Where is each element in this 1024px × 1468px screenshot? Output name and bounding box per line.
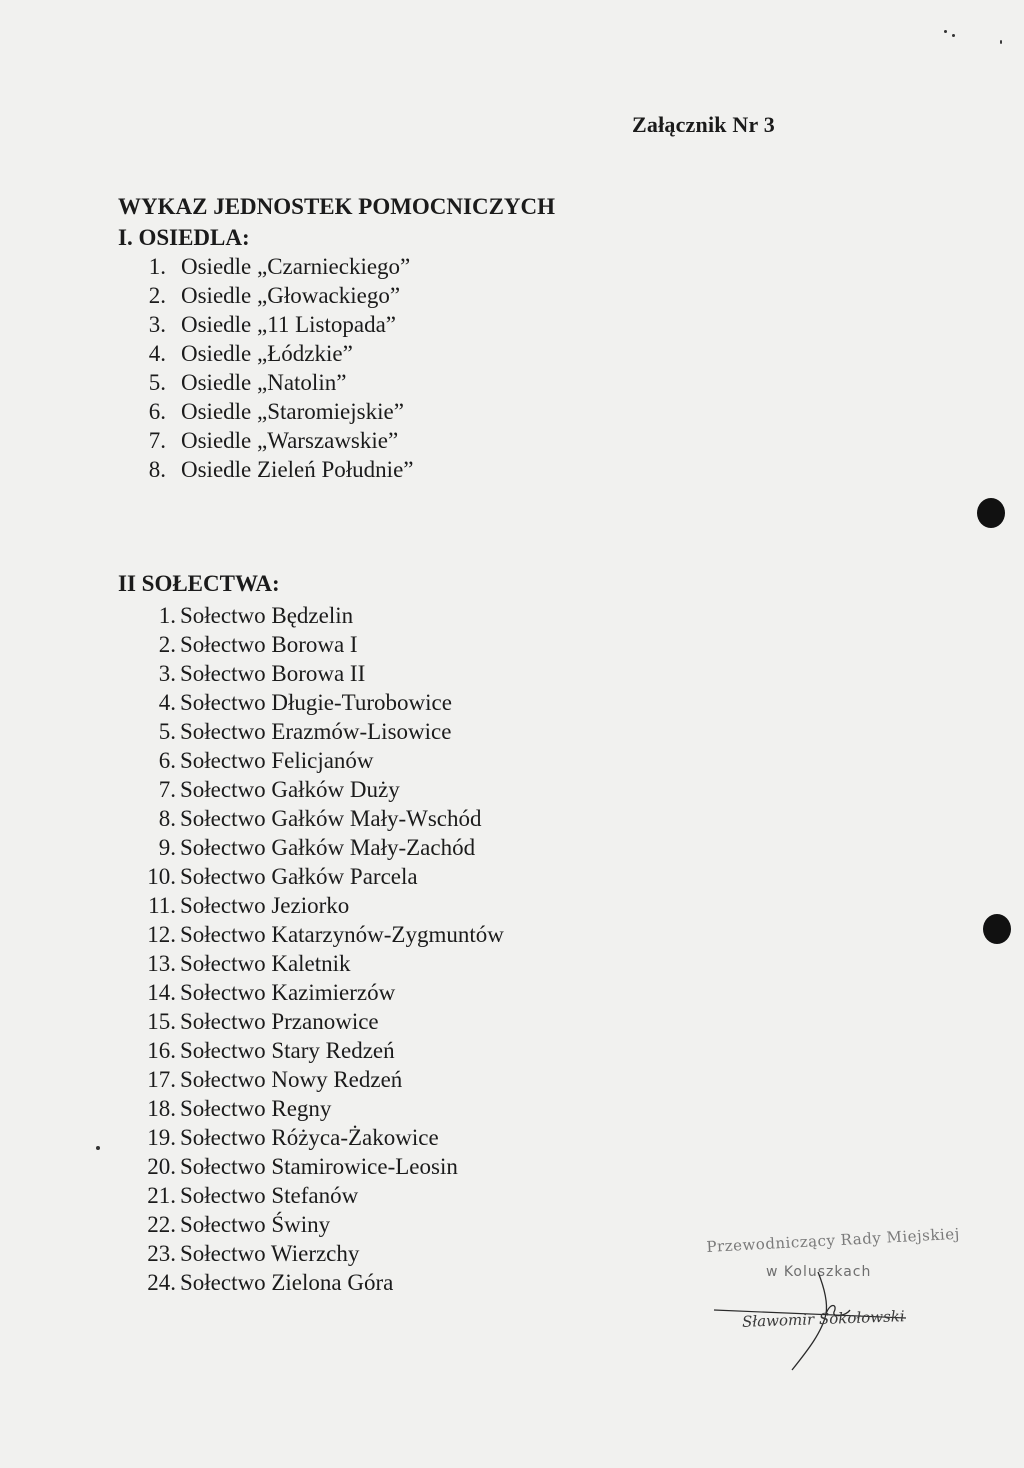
section-heading-solectwa: II SOŁECTWA: (118, 571, 280, 596)
list-item-label: Sołectwo Będzelin (180, 603, 354, 628)
list-item-number: 6. (148, 399, 166, 424)
list-item-label: Osiedle „Czarnieckiego” (181, 254, 411, 279)
list-item-label: Sołectwo Różyca-Żakowice (180, 1125, 439, 1150)
list-item-number: 14. (147, 980, 176, 1005)
list-item-label: Osiedle „Warszawskie” (181, 428, 399, 453)
list-item-label: Sołectwo Borowa II (180, 661, 366, 686)
stamp-title: Przewodniczący Rady Miejskiej (706, 1224, 961, 1256)
list-item-label: Sołectwo Felicjanów (180, 748, 374, 773)
scan-speck (944, 30, 947, 33)
list-item-number: 20. (147, 1154, 176, 1179)
scan-speck (96, 1146, 100, 1150)
annex-label: Załącznik Nr 3 (632, 112, 775, 137)
list-item-number: 10. (147, 864, 176, 889)
list-item-label: Sołectwo Gałków Mały-Zachód (180, 835, 476, 860)
punch-hole (977, 498, 1005, 528)
list-item-number: 7. (158, 777, 176, 802)
list-item-number: 8. (158, 806, 176, 831)
list-item-label: Sołectwo Katarzynów-Zygmuntów (180, 922, 504, 947)
official-stamp (700, 1224, 970, 1372)
list-item-number: 15. (147, 1009, 176, 1034)
signature-icon (700, 1232, 970, 1372)
list-item-label: Sołectwo Jeziorko (180, 893, 350, 918)
list-item-label: Sołectwo Wierzchy (180, 1241, 360, 1266)
section-heading-osiedla: I. OSIEDLA: (118, 225, 250, 250)
list-item-label: Sołectwo Stefanów (180, 1183, 359, 1208)
list-item-number: 6. (158, 748, 176, 773)
list-item-number: 21. (147, 1183, 176, 1208)
list-item-label: Sołectwo Regny (180, 1096, 332, 1121)
list-item-label: Sołectwo Nowy Redzeń (180, 1067, 403, 1092)
list-item-label: Sołectwo Stary Redzeń (180, 1038, 395, 1063)
list-item-number: 5. (148, 370, 166, 395)
punch-hole (983, 914, 1011, 944)
list-item-label: Sołectwo Borowa I (180, 632, 358, 657)
list-item-label: Osiedle „Łódzkie” (181, 341, 353, 366)
list-item-number: 16. (147, 1038, 176, 1063)
list-item-label: Sołectwo Gałków Duży (180, 777, 400, 802)
document-title: WYKAZ JEDNOSTEK POMOCNICZYCH (118, 194, 556, 219)
list-item-number: 2. (148, 283, 166, 308)
list-item-number: 3. (148, 312, 166, 337)
list-item-label: Osiedle „Staromiejskie” (181, 399, 404, 424)
list-item-number: 5. (158, 719, 176, 744)
scan-speck (1000, 40, 1002, 44)
list-item-label: Osiedle „11 Listopada” (181, 312, 397, 337)
list-item-label: Sołectwo Gałków Parcela (180, 864, 418, 889)
scan-speck (952, 34, 955, 37)
list-item-label: Sołectwo Stamirowice-Leosin (180, 1154, 458, 1179)
list-item-label: Sołectwo Długie-Turobowice (180, 690, 452, 715)
list-item-number: 1. (158, 603, 176, 628)
list-item-label: Sołectwo Gałków Mały-Wschód (180, 806, 482, 831)
list-item-number: 13. (147, 951, 176, 976)
list-item-number: 22. (147, 1212, 176, 1237)
list-item-label: Sołectwo Świny (180, 1212, 331, 1237)
list-item-number: 11. (148, 893, 176, 918)
list-item-number: 4. (148, 341, 166, 366)
list-item-label: Sołectwo Kazimierzów (180, 980, 396, 1005)
list-item-number: 19. (147, 1125, 176, 1150)
list-item-number: 1. (148, 254, 166, 279)
stamp-location: w Koluszkach (766, 1264, 872, 1280)
list-item-label: Sołectwo Zielona Góra (180, 1270, 394, 1295)
list-item-label: Sołectwo Erazmów-Lisowice (180, 719, 452, 744)
list-item-number: 8. (148, 457, 166, 482)
list-item-number: 12. (147, 922, 176, 947)
list-item-label: Sołectwo Przanowice (180, 1009, 379, 1034)
list-item-number: 4. (158, 690, 176, 715)
list-item-number: 17. (147, 1067, 176, 1092)
list-item-number: 7. (148, 428, 166, 453)
list-item-label: Sołectwo Kaletnik (180, 951, 351, 976)
list-item-number: 9. (158, 835, 176, 860)
list-item-number: 2. (158, 632, 176, 657)
list-item-label: Osiedle „Głowackiego” (181, 283, 401, 308)
list-item-number: 24. (147, 1270, 176, 1295)
list-item-label: Osiedle Zieleń Południe” (181, 457, 414, 482)
list-item-number: 18. (147, 1096, 176, 1121)
list-item-number: 23. (147, 1241, 176, 1266)
list-item-label: Osiedle „Natolin” (181, 370, 347, 395)
signatory-name: Sławomir Sokołowski (741, 1307, 905, 1331)
list-item-number: 3. (158, 661, 176, 686)
